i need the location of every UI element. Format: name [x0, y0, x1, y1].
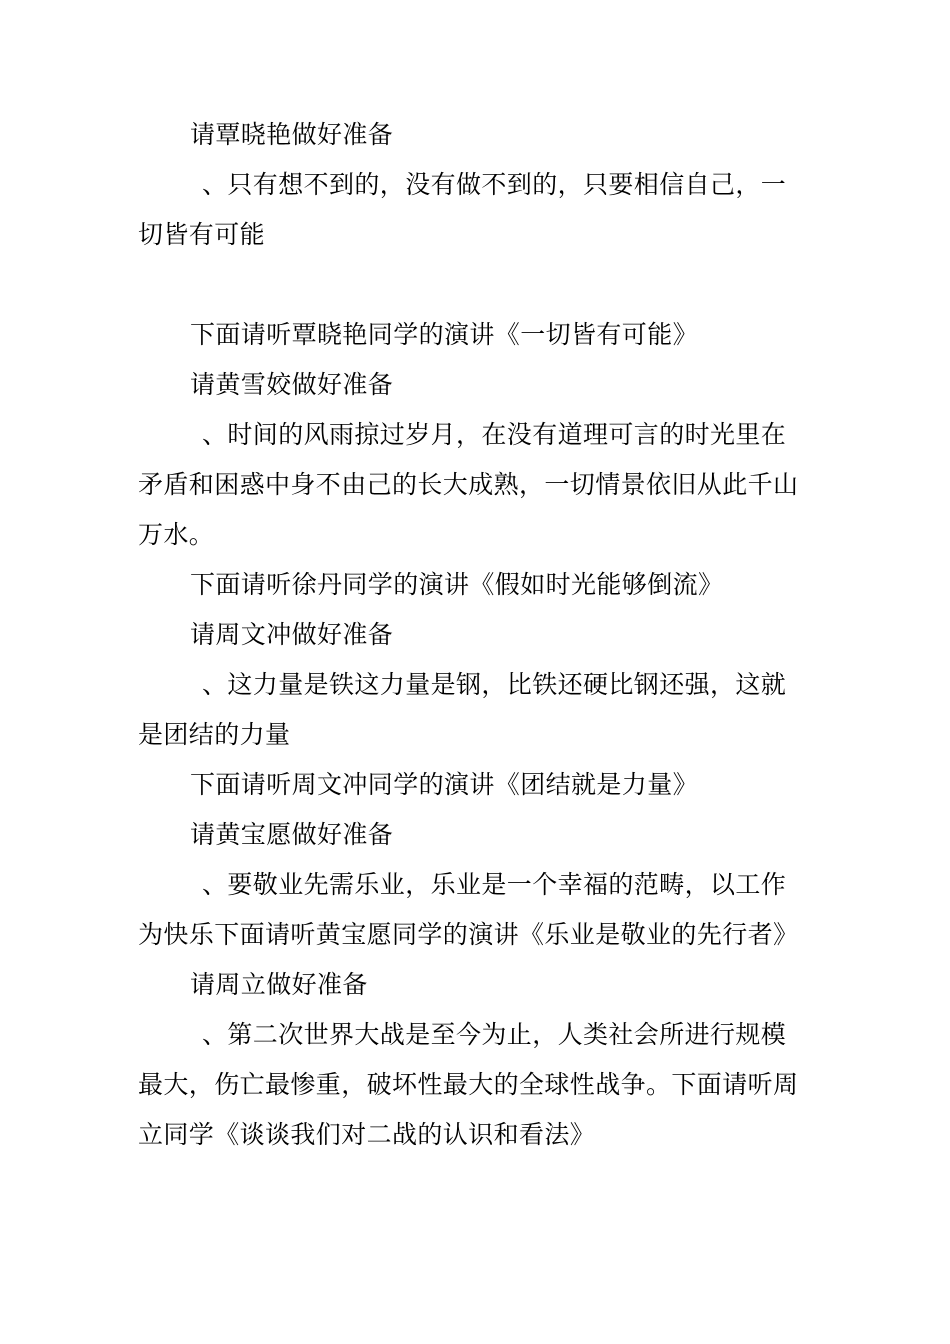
text-line: 为快乐下面请听黄宝愿同学的演讲《乐业是敬业的先行者》 — [138, 920, 799, 949]
text-line: 、第二次世界大战是至今为止，人类社会所进行规模 — [202, 1020, 787, 1049]
text-line: 万水。 — [138, 520, 215, 549]
text-line: 请黄雪姣做好准备 — [190, 370, 394, 399]
text-line: 下面请听周文冲同学的演讲《团结就是力量》 — [190, 770, 699, 799]
text-line: 、这力量是铁这力量是钢，比铁还硬比钢还强，这就 — [202, 670, 787, 699]
text-line: 最大，伤亡最惨重，破坏性最大的全球性战争。下面请听周 — [138, 1070, 799, 1099]
text-line: 请覃晓艳做好准备 — [190, 120, 394, 149]
text-line: 是团结的力量 — [138, 720, 291, 749]
text-line: 、时间的风雨掠过岁月，在没有道理可言的时光里在 — [202, 420, 787, 449]
text-line: 请周文冲做好准备 — [190, 620, 394, 649]
text-line: 下面请听徐丹同学的演讲《假如时光能够倒流》 — [190, 570, 724, 599]
text-line: 请黄宝愿做好准备 — [190, 820, 394, 849]
text-line: 切皆有可能 — [138, 220, 266, 249]
text-line: 、只有想不到的，没有做不到的，只要相信自己，一 — [202, 170, 787, 199]
text-line: 下面请听覃晓艳同学的演讲《一切皆有可能》 — [190, 320, 699, 349]
text-line: 请周立做好准备 — [190, 970, 368, 999]
text-line: 立同学《谈谈我们对二战的认识和看法》 — [138, 1120, 596, 1149]
text-line: 、要敬业先需乐业，乐业是一个幸福的范畴，以工作 — [202, 870, 787, 899]
text-line: 矛盾和困惑中身不由己的长大成熟，一切情景依旧从此千山 — [138, 470, 799, 499]
